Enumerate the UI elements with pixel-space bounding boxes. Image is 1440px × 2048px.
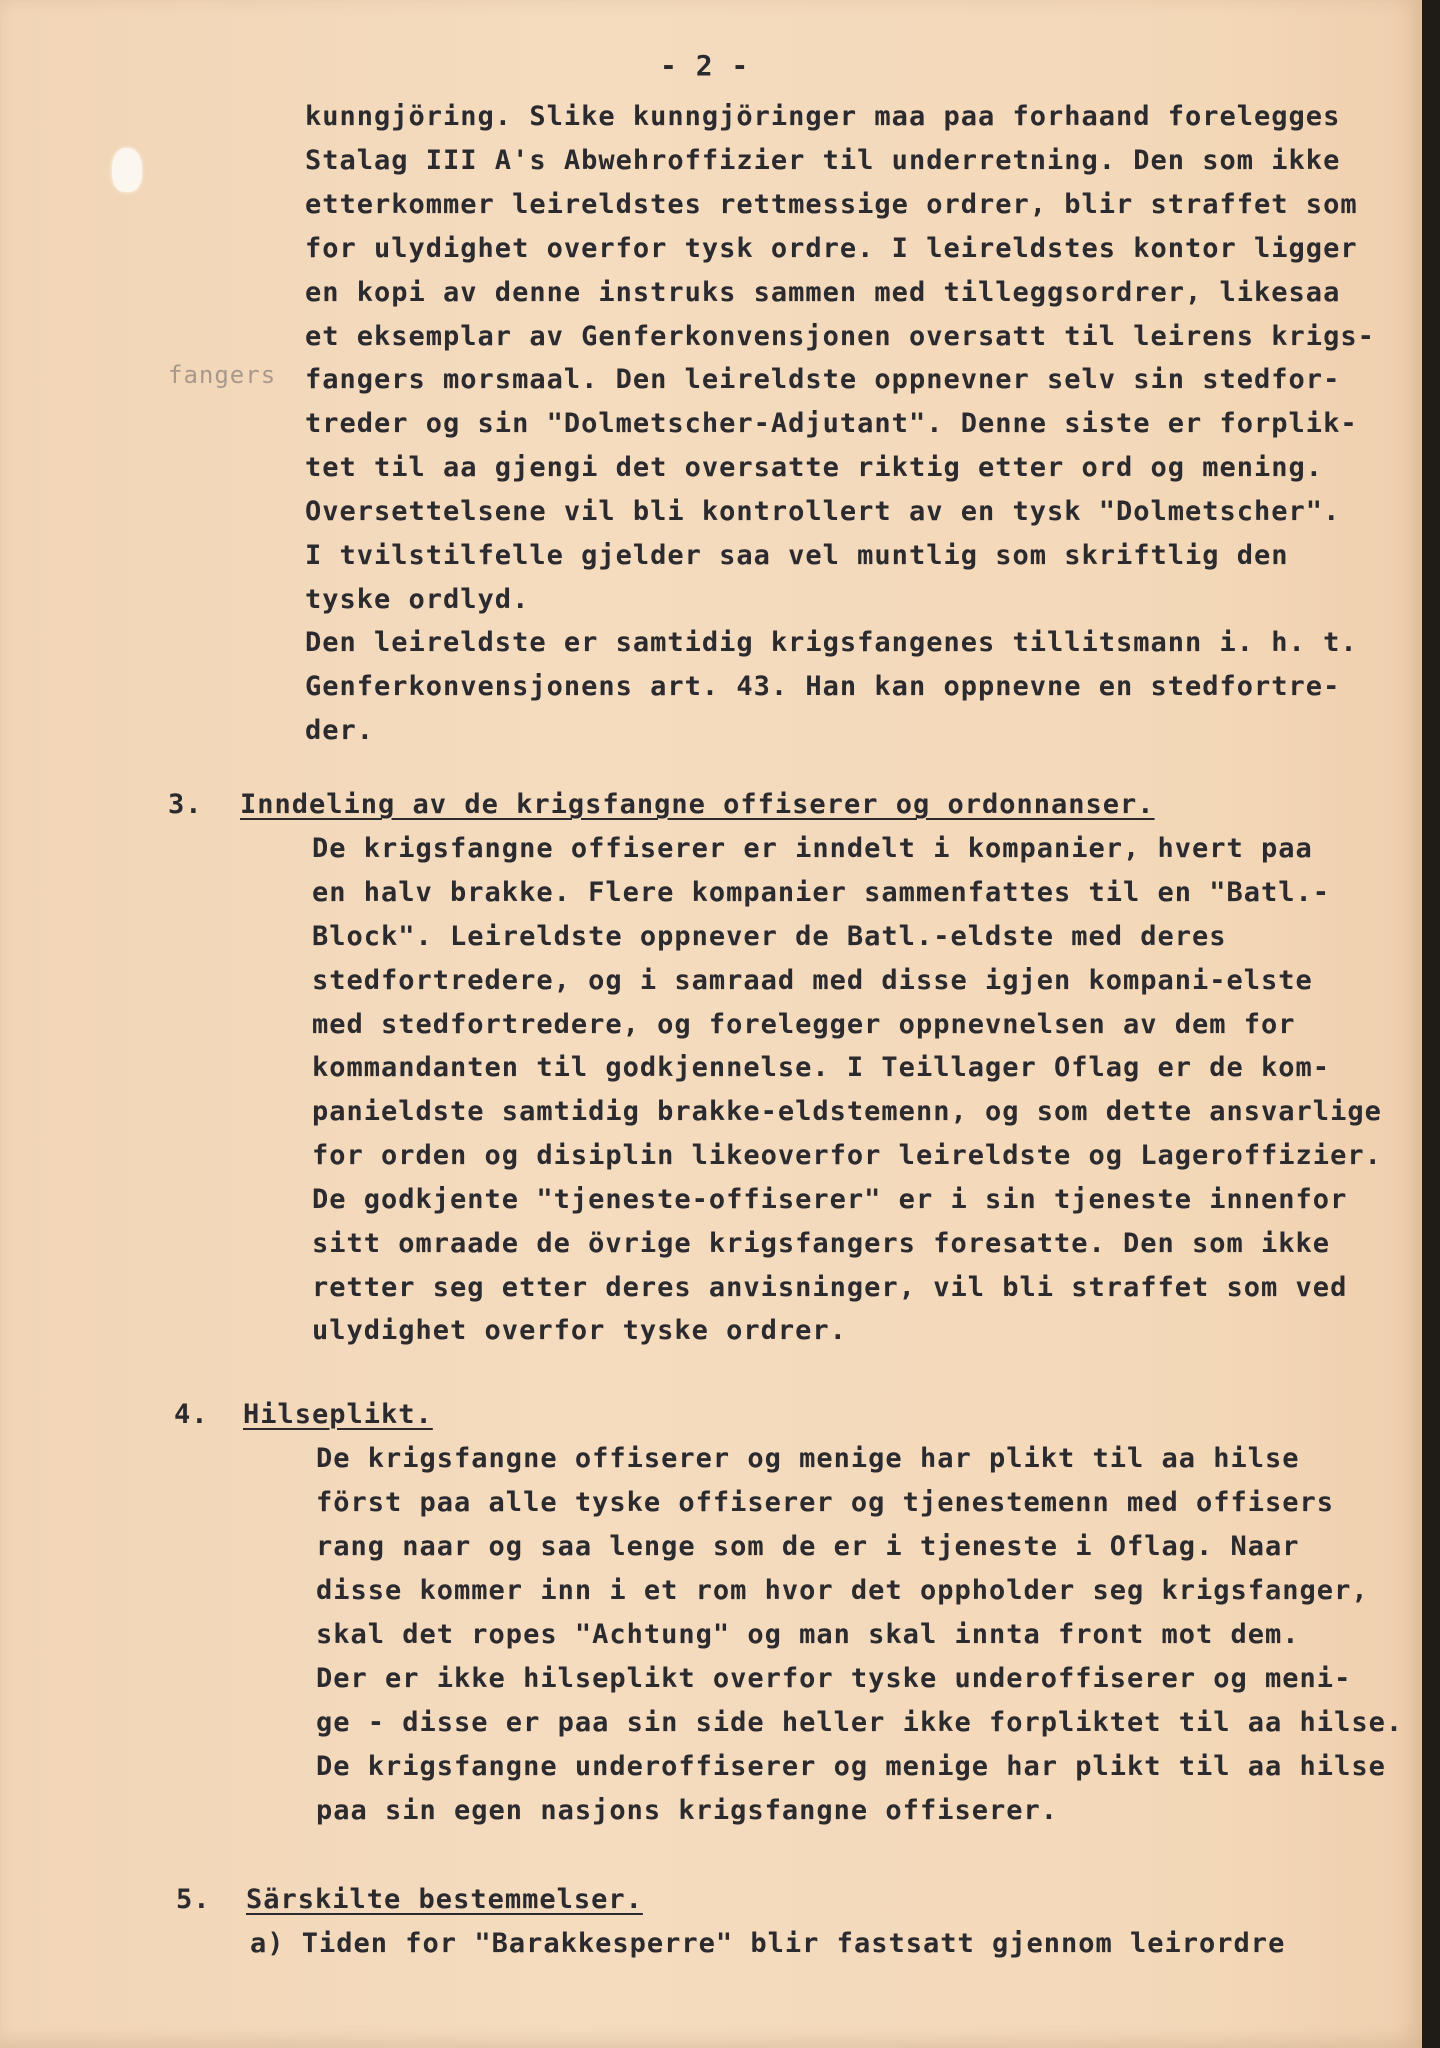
text-line: Stalag III A's Abwehroffizier til underretning. Den som ikke	[305, 145, 1341, 176]
text-line: De godkjente "tjeneste-offiserer" er i sin tjeneste innenfor	[312, 1184, 1348, 1215]
text-line: Oversettelsene vil bli kontrollert av en tysk "Dolmetscher".	[305, 496, 1341, 527]
text-line: rang naar og saa lenge som de er i tjeneste i Oflag. Naar	[316, 1531, 1300, 1562]
text-line: fangers morsmaal. Den leireldste oppnevner selv sin stedfor-	[305, 364, 1341, 395]
text-line: Der er ikke hilseplikt overfor tyske underoffiserer og meni-	[316, 1663, 1352, 1694]
text-line: Block". Leireldste oppnever de Batl.-eldste med deres	[312, 921, 1227, 952]
text-line: stedfortredere, og i samraad med disse igjen kompani-elste	[312, 965, 1313, 996]
text-line: panieldste samtidig brakke-eldstemenn, og som dette ansvarlige	[312, 1096, 1382, 1127]
section-number: 5.	[176, 1884, 211, 1915]
margin-note: fangers	[168, 361, 277, 389]
text-line: ulydighet overfor tyske ordrer.	[312, 1315, 847, 1346]
text-line: kunngjöring. Slike kunngjöringer maa paa forhaand forelegges	[305, 101, 1341, 132]
text-line: der.	[305, 715, 375, 746]
text-line: skal det ropes "Achtung" og man skal innta front mot dem.	[316, 1619, 1300, 1650]
section-heading: Hilseplikt.	[243, 1399, 433, 1430]
text-line: for orden og disiplin likeoverfor leireldste og Lageroffizier.	[312, 1140, 1382, 1171]
text-line: Den leireldste er samtidig krigsfangenes tillitsmann i. h. t.	[305, 627, 1358, 658]
text-line: De krigsfangne underoffiserer og menige har plikt til aa hilse	[316, 1751, 1386, 1782]
scan-edge	[1422, 0, 1440, 2048]
text-line: ge - disse er paa sin side heller ikke forpliktet til aa hilse.	[316, 1707, 1404, 1738]
section-number: 3.	[168, 789, 203, 820]
text-line: kommandanten til godkjennelse. I Teillager Oflag er de kom-	[312, 1052, 1331, 1083]
text-line: paa sin egen nasjons krigsfangne offiserer.	[316, 1795, 1058, 1826]
page-number: - 2 -	[660, 49, 750, 82]
text-line: med stedfortredere, og forelegger oppnevnelsen av dem for	[312, 1009, 1296, 1040]
text-line: tet til aa gjengi det oversatte riktig etter ord og mening.	[305, 452, 1324, 483]
text-line: De krigsfangne offiserer og menige har plikt til aa hilse	[316, 1443, 1300, 1474]
text-line: I tvilstilfelle gjelder saa vel muntlig som skriftlig den	[305, 540, 1289, 571]
text-line: sitt omraade de övrige krigsfangers foresatte. Den som ikke	[312, 1228, 1331, 1259]
punch-hole	[112, 148, 142, 192]
text-line: tyske ordlyd.	[305, 584, 530, 615]
text-line: De krigsfangne offiserer er inndelt i kompanier, hvert paa	[312, 833, 1313, 864]
text-line: först paa alle tyske offiserer og tjenestemenn med offisers	[316, 1487, 1335, 1518]
text-line: en halv brakke. Flere kompanier sammenfattes til en "Batl.-	[312, 877, 1331, 908]
section-number: 4.	[174, 1399, 209, 1430]
section-heading: Inndeling av de krigsfangne offiserer og ordonnanser.	[240, 789, 1155, 820]
text-line: treder og sin "Dolmetscher-Adjutant". Denne siste er forplik-	[305, 408, 1358, 439]
text-line: Genferkonvensjonens art. 43. Han kan oppnevne en stedfortre-	[305, 671, 1341, 702]
text-line: for ulydighet overfor tysk ordre. I leireldstes kontor ligger	[305, 233, 1358, 264]
text-line: disse kommer inn i et rom hvor det oppholder seg krigsfanger,	[316, 1575, 1369, 1606]
text-line: en kopi av denne instruks sammen med tilleggsordrer, likesaa	[305, 277, 1341, 308]
text-line: a) Tiden for "Barakkesperre" blir fastsatt gjennom leirordre	[250, 1928, 1286, 1959]
text-line: etterkommer leireldstes rettmessige ordrer, blir straffet som	[305, 189, 1358, 220]
text-line: et eksemplar av Genferkonvensjonen oversatt til leirens krigs-	[305, 321, 1375, 352]
section-heading: Särskilte bestemmelser.	[246, 1884, 643, 1915]
text-line: retter seg etter deres anvisninger, vil bli straffet som ved	[312, 1272, 1348, 1303]
